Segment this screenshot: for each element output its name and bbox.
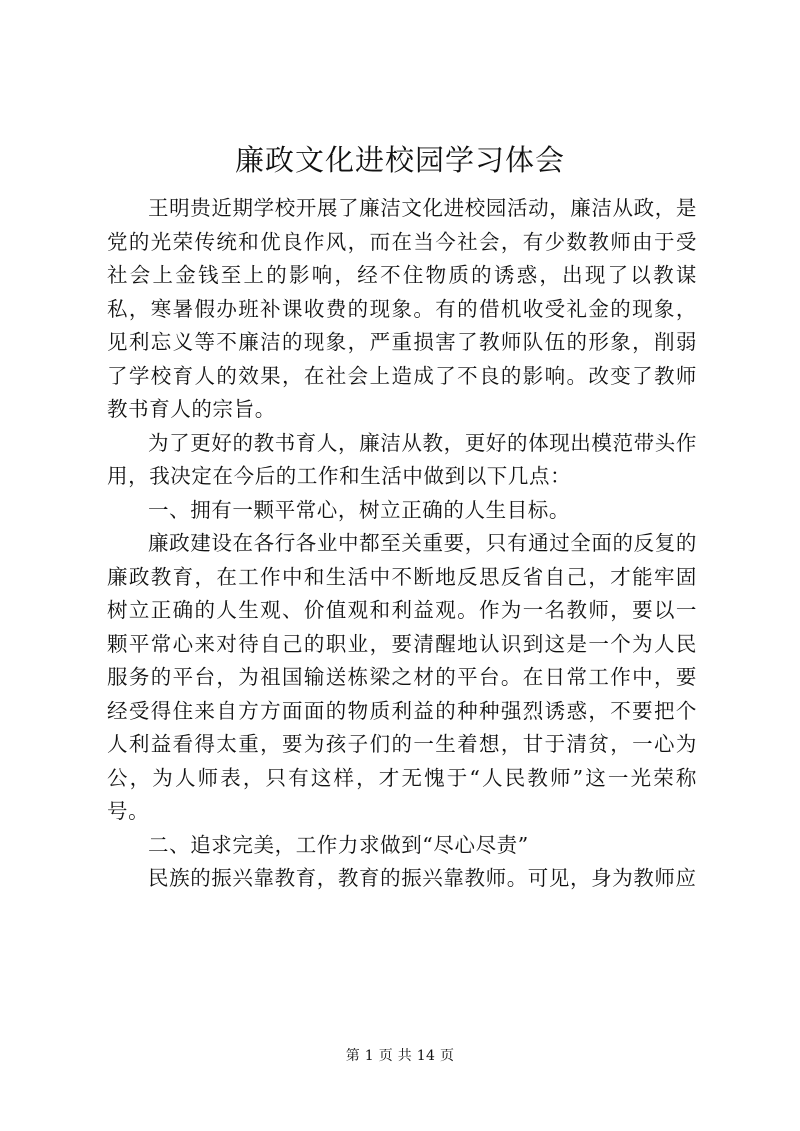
document-body	[107, 192, 697, 896]
page-number-footer: 第 1 页 共 14 页	[345, 1048, 455, 1064]
document-title: 廉政文化进校园学习体会	[234, 143, 565, 177]
paragraph-point-two: 民族的振兴靠教育，教育的振兴靠教师。可见，身为教师应	[148, 866, 697, 890]
paragraph-resolution: 为了更好的教书育人，廉洁从教，更好的体现出模范带头作用，我决定在今后的工作和生活中做到以下几点：	[107, 430, 697, 488]
paragraph-intro: 王明贵近期学校开展了廉洁文化进校园活动，廉洁从政，是党的光荣传统和优良作风，而在当今社会，有少数教师由于受社会上金钱至上的影响，经不住物质的诱惑，出现了以教谋私，寒暑假办班补课收费的现象。有的借机收受礼金的现象，见利忘义等不廉洁的现象，严重损害了教师队伍的形象，削弱了学校育人的效果，在社会上造成了不良的影响。改变了教师教书育人的宗旨。	[107, 196, 697, 421]
heading-point-one: 一、拥有一颗平常心，树立正确的人生目标。	[148, 497, 570, 522]
paragraph-point-one: 廉政建设在各行各业中都至关重要，只有通过全面的反复的廉政教育，在工作中和生活中不断地反思反省自己，才能牢固树立正确的人生观、价值观和利益观。作为一名教师，要以一颗平常心来对待自己的职业，要清醒地认识到这是一个为人民服务的平台，为祖国输送栋梁之材的平台。在日常工作中，要经受得住来自方方面面的物质利益的种种强烈诱惑，不要把个人利益看得太重，要为孩子们的一生着想，甘于清贫，一心为公，为人师表，只有这样，才无愧于“人民教师”这一光荣称号。	[107, 531, 697, 823]
heading-point-two: 二、追求完美，工作力求做到“尽心尽责”	[148, 832, 529, 857]
